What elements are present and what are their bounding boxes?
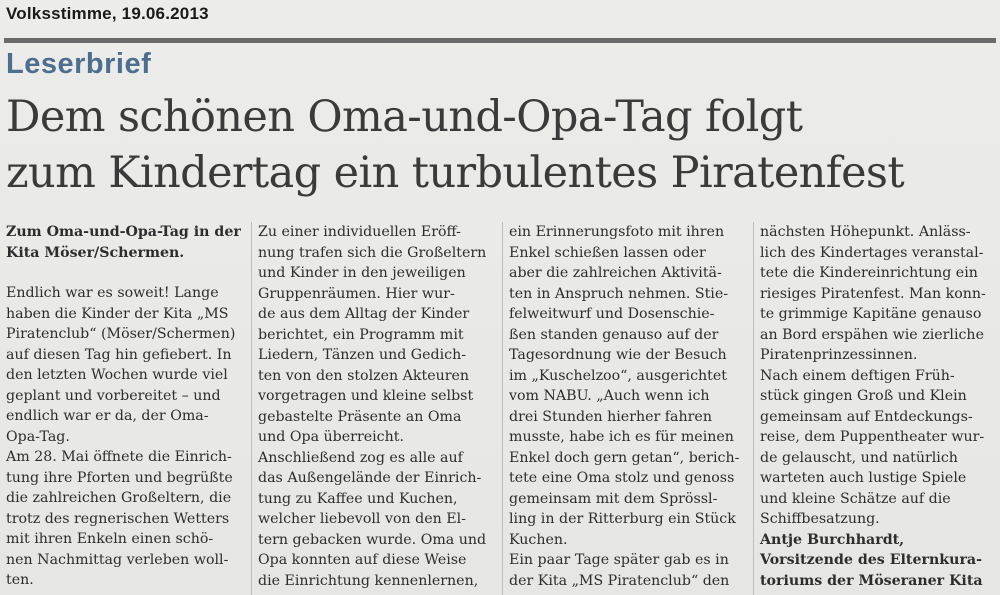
text-line: tete die Kindereinrichtung ein xyxy=(760,265,978,281)
section-kicker: Leserbrief xyxy=(6,48,152,80)
text-line: aber die zahlreichen Aktivitä- xyxy=(509,265,722,281)
bold-text-line: Vorsitzende des Elternkura- xyxy=(760,552,983,568)
text-line: riesiges Piratenfest. Man konn- xyxy=(760,285,986,302)
bold-text-line: Antje Burchhardt, xyxy=(760,531,905,548)
text-line: auf diesen Tag hin gefiebert. In xyxy=(6,346,232,363)
article-column-2 xyxy=(258,222,502,591)
text-line: Ein paar Tage später gab es in xyxy=(509,552,729,568)
text-line: Enkel doch gern getan“, berich- xyxy=(509,449,740,466)
bold-text-line: toriums der Möseraner Kita xyxy=(760,572,983,589)
bold-text-line: Kita Möser/Schermen. xyxy=(6,244,185,261)
article-body xyxy=(0,222,1000,595)
text-line: de aus dem Alltag der Kinder xyxy=(258,306,470,322)
text-line: Zu einer individuellen Eröff- xyxy=(258,224,461,240)
text-line: Tagesordnung wie der Besuch xyxy=(509,347,727,363)
text-line: de gelauscht, und natürlich xyxy=(760,449,958,466)
text-line: vom NABU. „Auch wenn ich xyxy=(509,388,710,404)
text-line: musste, habe ich es für meinen xyxy=(509,429,734,445)
text-line: der Kita „MS Piratenclub“ den xyxy=(509,572,730,589)
text-line: tete eine Oma stolz und genoss xyxy=(509,470,735,486)
text-line: drei Stunden hierher fahren xyxy=(509,408,712,425)
text-line: nung trafen sich die Großeltern xyxy=(258,244,487,261)
text-line: lich des Kindertages veranstal- xyxy=(760,244,984,261)
text-line: nen Nachmittag verleben woll- xyxy=(6,551,229,568)
column-divider xyxy=(251,222,252,595)
headline-line-2: zum Kindertag ein turbulentes Piratenfest xyxy=(6,148,905,198)
column-divider xyxy=(502,222,503,595)
text-line: ein Erinnerungsfoto mit ihren xyxy=(509,224,725,240)
text-line: ten. xyxy=(6,572,34,588)
text-line: ling in der Ritterburg ein Stück xyxy=(509,511,736,527)
text-line: gemeinsam mit dem Sprössl- xyxy=(509,490,718,507)
text-line: Endlich war es soweit! Lange xyxy=(6,285,219,301)
text-line: stück gingen Groß und Klein xyxy=(760,388,967,404)
text-line: gemeinsam auf Entdeckungs- xyxy=(760,408,973,425)
text-line: gebastelte Präsente an Oma xyxy=(258,408,462,425)
text-line: te grimmige Kapitäne genauso xyxy=(760,306,982,322)
text-line: welcher liebevoll von den El- xyxy=(258,511,466,527)
text-line: warteten auch lustige Spiele xyxy=(760,470,967,486)
text-line: tung ihre Pforten und begrüßte xyxy=(6,469,233,486)
text-line: im „Kuschelzoo“, ausgerichtet xyxy=(509,367,727,384)
text-line: tung zu Kaffee und Kuchen, xyxy=(258,490,458,507)
text-line: geplant und vorbereitet – und xyxy=(6,387,221,404)
text-line: Enkel schießen lassen oder xyxy=(509,244,706,261)
headline xyxy=(6,89,996,201)
paragraph-gap xyxy=(6,263,250,283)
text-line: und Opa überreicht. xyxy=(258,429,404,445)
text-line: Piratenclub“ (Möser/Schermen) xyxy=(6,326,236,342)
article-column-1 xyxy=(6,222,250,591)
text-line: felweitwurf und Dosenschie- xyxy=(509,306,715,322)
text-line: und Kinder in den jeweiligen xyxy=(258,265,466,281)
text-line: trotz des regnerischen Wetters xyxy=(6,510,230,527)
text-line: mit ihren Enkeln einen schö- xyxy=(6,531,214,547)
text-line: berichtet, ein Programm mit xyxy=(258,326,464,343)
text-line: Opa konnten auf diese Weise xyxy=(258,552,467,568)
text-line: und kleine Schätze auf die xyxy=(760,490,951,507)
text-line: Kuchen. xyxy=(509,531,568,548)
text-line: Gruppenräumen. Hier wur- xyxy=(258,285,455,302)
text-line: den letzten Wochen wurde viel xyxy=(6,367,228,383)
column-divider xyxy=(753,222,754,595)
headline-line-1: Dem schönen Oma-und-Opa-Tag folgt xyxy=(6,92,803,142)
text-line: ßen standen genauso auf der xyxy=(509,326,719,343)
text-line: Nach einem deftigen Früh- xyxy=(760,367,955,384)
text-line: Am 28. Mai öffnete die Einrich- xyxy=(6,449,232,465)
text-line: Liedern, Tänzen und Gedich- xyxy=(258,347,467,363)
header-rule xyxy=(4,38,996,43)
text-line: Schiffbesatzung. xyxy=(760,511,880,527)
text-line: Piratenprinzessinnen. xyxy=(760,347,918,363)
source-date: Volksstimme, 19.06.2013 xyxy=(6,4,209,23)
article-column-4 xyxy=(760,222,1000,591)
text-line: ten von den stolzen Akteuren xyxy=(258,367,470,384)
text-line: haben die Kinder der Kita „MS xyxy=(6,305,229,322)
text-line: endlich war er da, der Oma- xyxy=(6,408,209,424)
text-line: ten in Anspruch nehmen. Stie- xyxy=(509,285,729,302)
text-line: an Bord erspähen wie zierliche xyxy=(760,326,984,343)
text-line: Anschließend zog es alle auf xyxy=(258,449,463,466)
article-column-3 xyxy=(509,222,753,591)
text-line: Opa-Tag. xyxy=(6,428,70,445)
bold-text-line: Zum Oma-und-Opa-Tag in der xyxy=(6,224,241,240)
text-line: tern gebacken wurde. Oma und xyxy=(258,531,487,548)
text-line: die Einrichtung kennenlernen, xyxy=(258,572,479,589)
text-line: nächsten Höhepunkt. Anläss- xyxy=(760,224,971,240)
text-line: das Außengelände der Einrich- xyxy=(258,470,482,486)
text-line: reise, dem Puppentheater wur- xyxy=(760,429,985,445)
text-line: vorgetragen und kleine selbst xyxy=(258,388,474,404)
text-line: die zahlreichen Großeltern, die xyxy=(6,490,232,506)
